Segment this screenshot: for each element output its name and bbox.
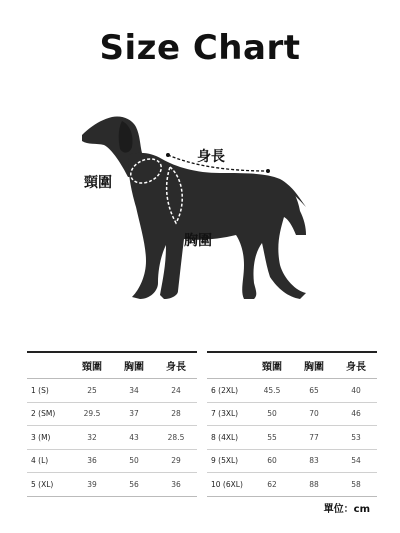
row-length: 54 bbox=[351, 456, 361, 466]
header-chest: 胸圍 bbox=[304, 362, 324, 373]
row-chest: 83 bbox=[309, 456, 319, 466]
row-size: 10 (6XL) bbox=[211, 479, 243, 489]
header-neck: 頸圍 bbox=[82, 362, 102, 373]
table-row bbox=[207, 473, 377, 497]
table-row bbox=[207, 426, 377, 450]
row-size: 5 (XL) bbox=[31, 479, 54, 489]
size-table-right bbox=[207, 351, 377, 497]
table-row bbox=[207, 403, 377, 427]
dog-illustration bbox=[0, 95, 400, 315]
row-size: 2 (SM) bbox=[31, 409, 56, 419]
row-chest: 43 bbox=[129, 432, 139, 442]
row-chest: 56 bbox=[129, 479, 139, 489]
header-length: 身長 bbox=[346, 362, 366, 373]
row-size: 6 (2XL) bbox=[211, 385, 239, 395]
row-neck: 32 bbox=[87, 432, 97, 442]
row-neck: 39 bbox=[87, 479, 97, 489]
length-label: 身長 bbox=[197, 149, 225, 165]
row-chest: 34 bbox=[129, 385, 139, 395]
row-length: 24 bbox=[171, 385, 181, 395]
row-neck: 60 bbox=[267, 456, 277, 466]
header-neck: 頸圍 bbox=[262, 362, 282, 373]
row-size: 1 (S) bbox=[31, 385, 49, 395]
row-chest: 77 bbox=[309, 432, 319, 442]
row-length: 28.5 bbox=[167, 432, 185, 442]
row-neck: 29.5 bbox=[83, 409, 101, 419]
row-neck: 50 bbox=[267, 409, 277, 419]
row-length: 28 bbox=[171, 409, 181, 419]
row-size: 3 (M) bbox=[31, 432, 51, 442]
table-header bbox=[27, 353, 197, 379]
table-row bbox=[27, 379, 197, 403]
row-size: 7 (3XL) bbox=[211, 409, 239, 419]
chest-label: 胸圍 bbox=[184, 233, 212, 249]
length-start-dot bbox=[166, 153, 170, 157]
row-neck: 62 bbox=[267, 479, 277, 489]
row-size: 4 (L) bbox=[31, 456, 49, 466]
row-length: 58 bbox=[351, 479, 361, 489]
row-length: 46 bbox=[351, 409, 361, 419]
page-title: Size Chart bbox=[99, 28, 301, 68]
row-chest: 88 bbox=[309, 479, 319, 489]
row-neck: 25 bbox=[87, 385, 97, 395]
row-length: 53 bbox=[351, 432, 361, 442]
row-chest: 70 bbox=[309, 409, 319, 419]
row-length: 40 bbox=[351, 385, 361, 395]
table-row bbox=[207, 450, 377, 474]
table-row bbox=[27, 403, 197, 427]
header-chest: 胸圍 bbox=[124, 362, 144, 373]
table-row bbox=[27, 450, 197, 474]
header-length: 身長 bbox=[166, 362, 186, 373]
table-row bbox=[27, 473, 197, 497]
table-row bbox=[27, 426, 197, 450]
row-size: 8 (4XL) bbox=[211, 432, 239, 442]
table-row bbox=[207, 379, 377, 403]
length-end-dot bbox=[266, 169, 270, 173]
row-length: 29 bbox=[171, 456, 181, 466]
table-header bbox=[207, 353, 377, 379]
row-neck: 45.5 bbox=[263, 385, 281, 395]
row-chest: 65 bbox=[309, 385, 319, 395]
row-neck: 36 bbox=[87, 456, 97, 466]
row-length: 36 bbox=[171, 479, 181, 489]
dog-silhouette bbox=[82, 116, 306, 299]
unit-note: 單位：cm bbox=[323, 504, 370, 515]
neck-label: 頸圍 bbox=[84, 175, 112, 191]
size-table-left bbox=[27, 351, 197, 497]
row-chest: 37 bbox=[129, 409, 139, 419]
row-chest: 50 bbox=[129, 456, 139, 466]
row-neck: 55 bbox=[267, 432, 277, 442]
row-size: 9 (5XL) bbox=[211, 456, 239, 466]
